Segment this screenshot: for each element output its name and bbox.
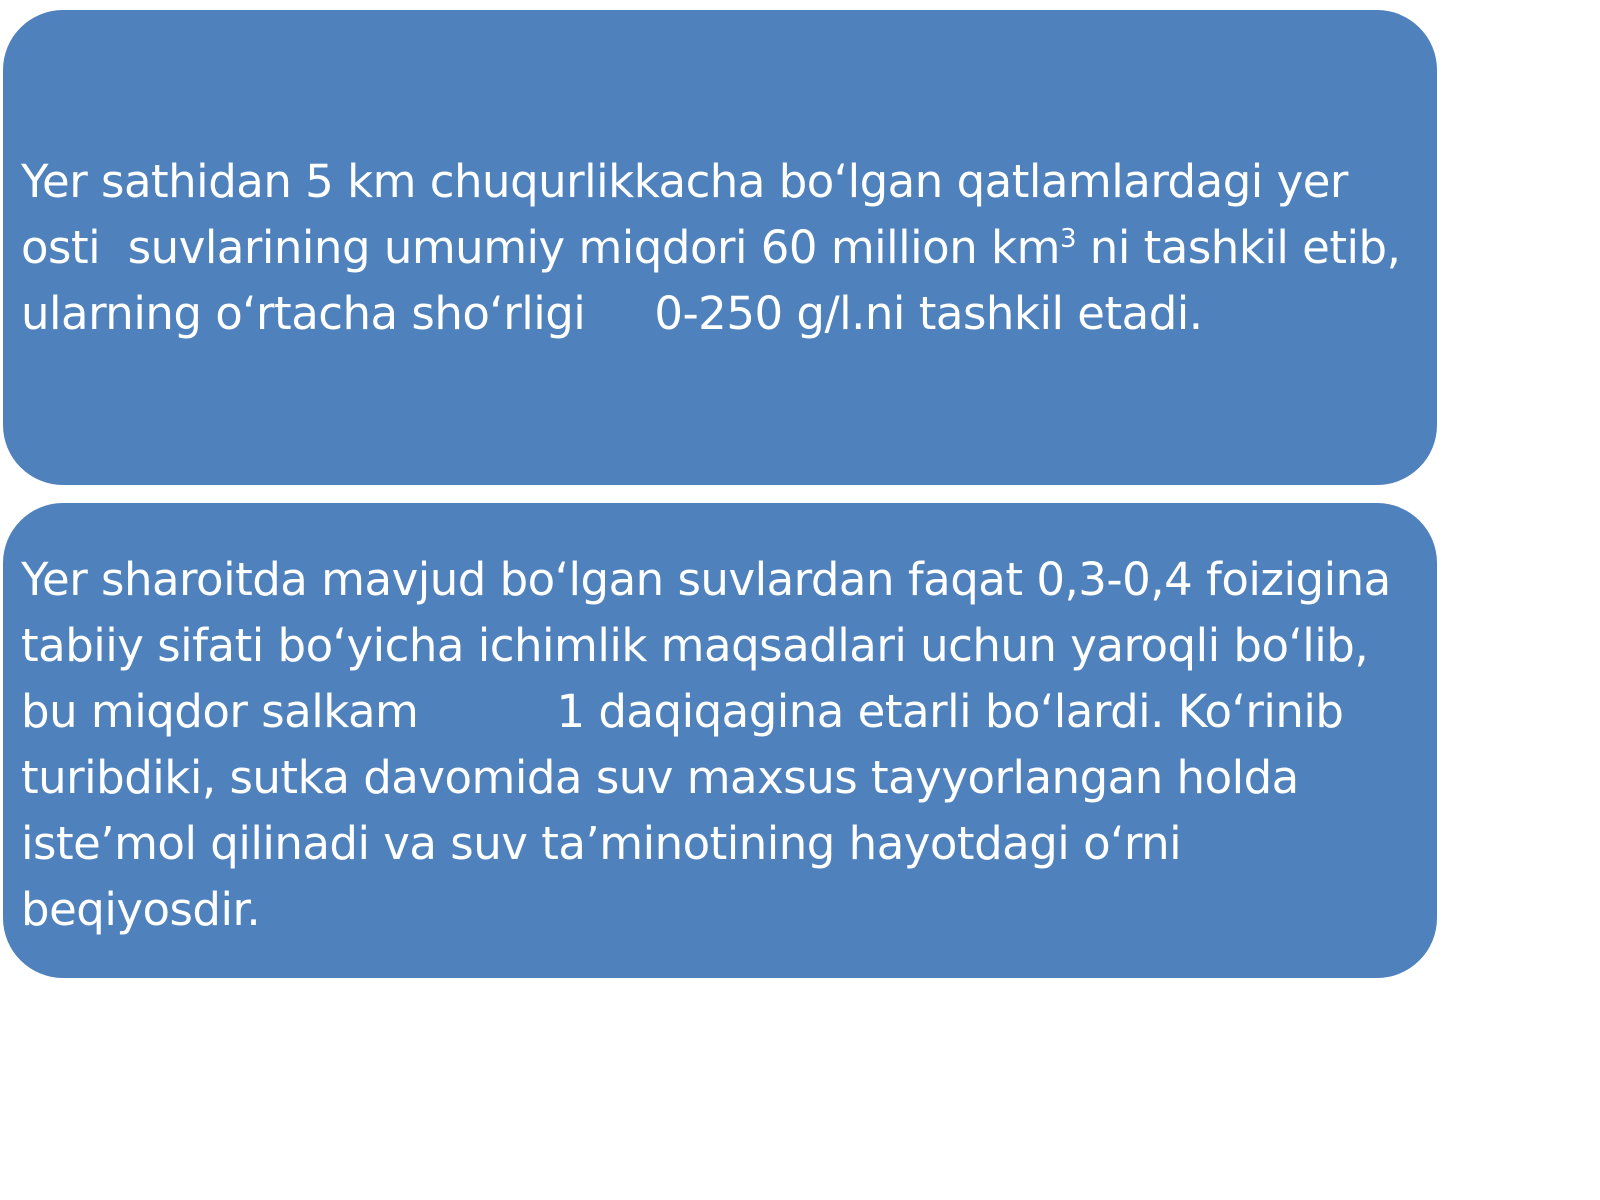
groundwater-text-part-2: ni tashkil etib, ularning o‘rtacha sho‘rligi 0-250 g/l.ni tashkil etadi. xyxy=(21,220,1415,340)
groundwater-info-text xyxy=(21,149,1419,347)
groundwater-info-box xyxy=(3,10,1437,485)
cubic-superscript: 3 xyxy=(1059,223,1076,254)
groundwater-text-part-1: Yer sathidan 5 km chuqurlikkacha bo‘lgan qatlamlardagi yer osti suvlarining umumiy miqdori 60 million km xyxy=(21,154,1362,274)
drinking-water-info-box xyxy=(3,503,1437,978)
drinking-water-info-text: Yer sharoitda mavjud bo‘lgan suvlardan faqat 0,3-0,4 foizigina tabiiy sifati bo‘yicha ichimlik maqsadlari uchun yaroqli bo‘lib, bu miqdor salkam 1 daqiqagina etarli bo‘lardi. Ko‘rinib turibdiki, sutka davomida suv maxsus tayyorlangan holda iste’mol qilinadi va suv ta’minotining hayotdagi o‘rni beqiyosdir. xyxy=(21,553,1405,936)
